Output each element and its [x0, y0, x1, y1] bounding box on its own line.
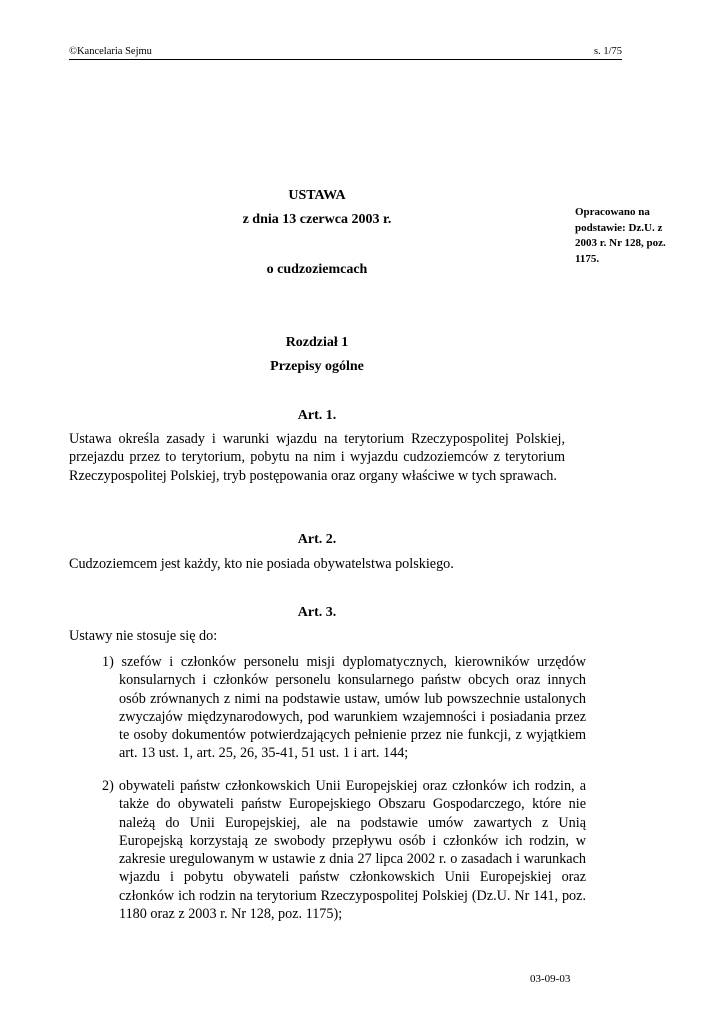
- art1-heading: Art. 1.: [297, 408, 337, 423]
- art3-heading: Art. 3.: [297, 605, 337, 620]
- header-page-number: s. 1/75: [593, 46, 622, 57]
- act-type: USTAWA: [288, 188, 346, 203]
- act-date: z dnia 13 czerwca 2003 r.: [242, 212, 392, 227]
- art1-text: Ustawa określa zasady i warunki wjazdu na terytorium Rzeczypospolitej Polskiej, przejazdu przez to terytorium, pobytu na nim i wyjazdu cudzoziemców z terytorium Rzeczypospolitej Polskiej, tryb postępowania oraz organy właściwe w tych sprawach.: [69, 431, 565, 484]
- art3-intro: Ustawy nie stosuje się do:: [69, 628, 218, 644]
- page-footer-date: 03-09-03: [530, 973, 571, 985]
- header-publisher: ©Kancelaria Sejmu: [69, 46, 152, 57]
- page-header: [69, 46, 622, 60]
- chapter-number: Rozdział 1: [285, 335, 349, 350]
- art3-item-1: 1) szefów i członków personelu misji dyplomatycznych, kierowników urzędów konsularnych i członków personelu konsularnego państw obcych oraz innych osób zrównanych z nimi na podstawie ustaw, umów lub powszechnie ustalonych zwyczajów międzynarodowych, pod warunkiem wzajemności i posiadania przez te osoby dokumentów potwierdzających pełnienie przez nie funkcji, z wyjątkiem art. 13 ust. 1, art. 25, 26, 35-41, 51 ust. 1 i art. 144;: [102, 654, 586, 762]
- act-title: o cudzoziemcach: [266, 262, 368, 277]
- chapter-name: Przepisy ogólne: [270, 359, 364, 374]
- art2-heading: Art. 2.: [297, 532, 337, 547]
- source-note: Opracowano na podstawie: Dz.U. z 2003 r. Nr 128, poz. 1175.: [575, 206, 666, 265]
- art3-item-2: 2) obywateli państw członkowskich Unii Europejskiej oraz członków ich rodzin, a także do obywateli państw Europejskiego Obszaru Gospodarczego, które nie należą do Unii Europejskiej, ale na podstawie umów zawartych z Unią Europejską korzystają ze swobody przepływu osób i członków ich rodzin, w zakresie uregulowanym w ustawie z dnia 27 lipca 2002 r. o zasadach i warunkach wjazdu i pobytu obywateli państw członkowskich Unii Europejskiej oraz członków ich rodzin na terytorium Rzeczypospolitej Polskiej (Dz.U. Nr 141, poz. 1180 oraz z 2003 r. Nr 128, poz. 1175);: [102, 778, 586, 923]
- art2-text: Cudzoziemcem jest każdy, kto nie posiada obywatelstwa polskiego.: [69, 556, 454, 572]
